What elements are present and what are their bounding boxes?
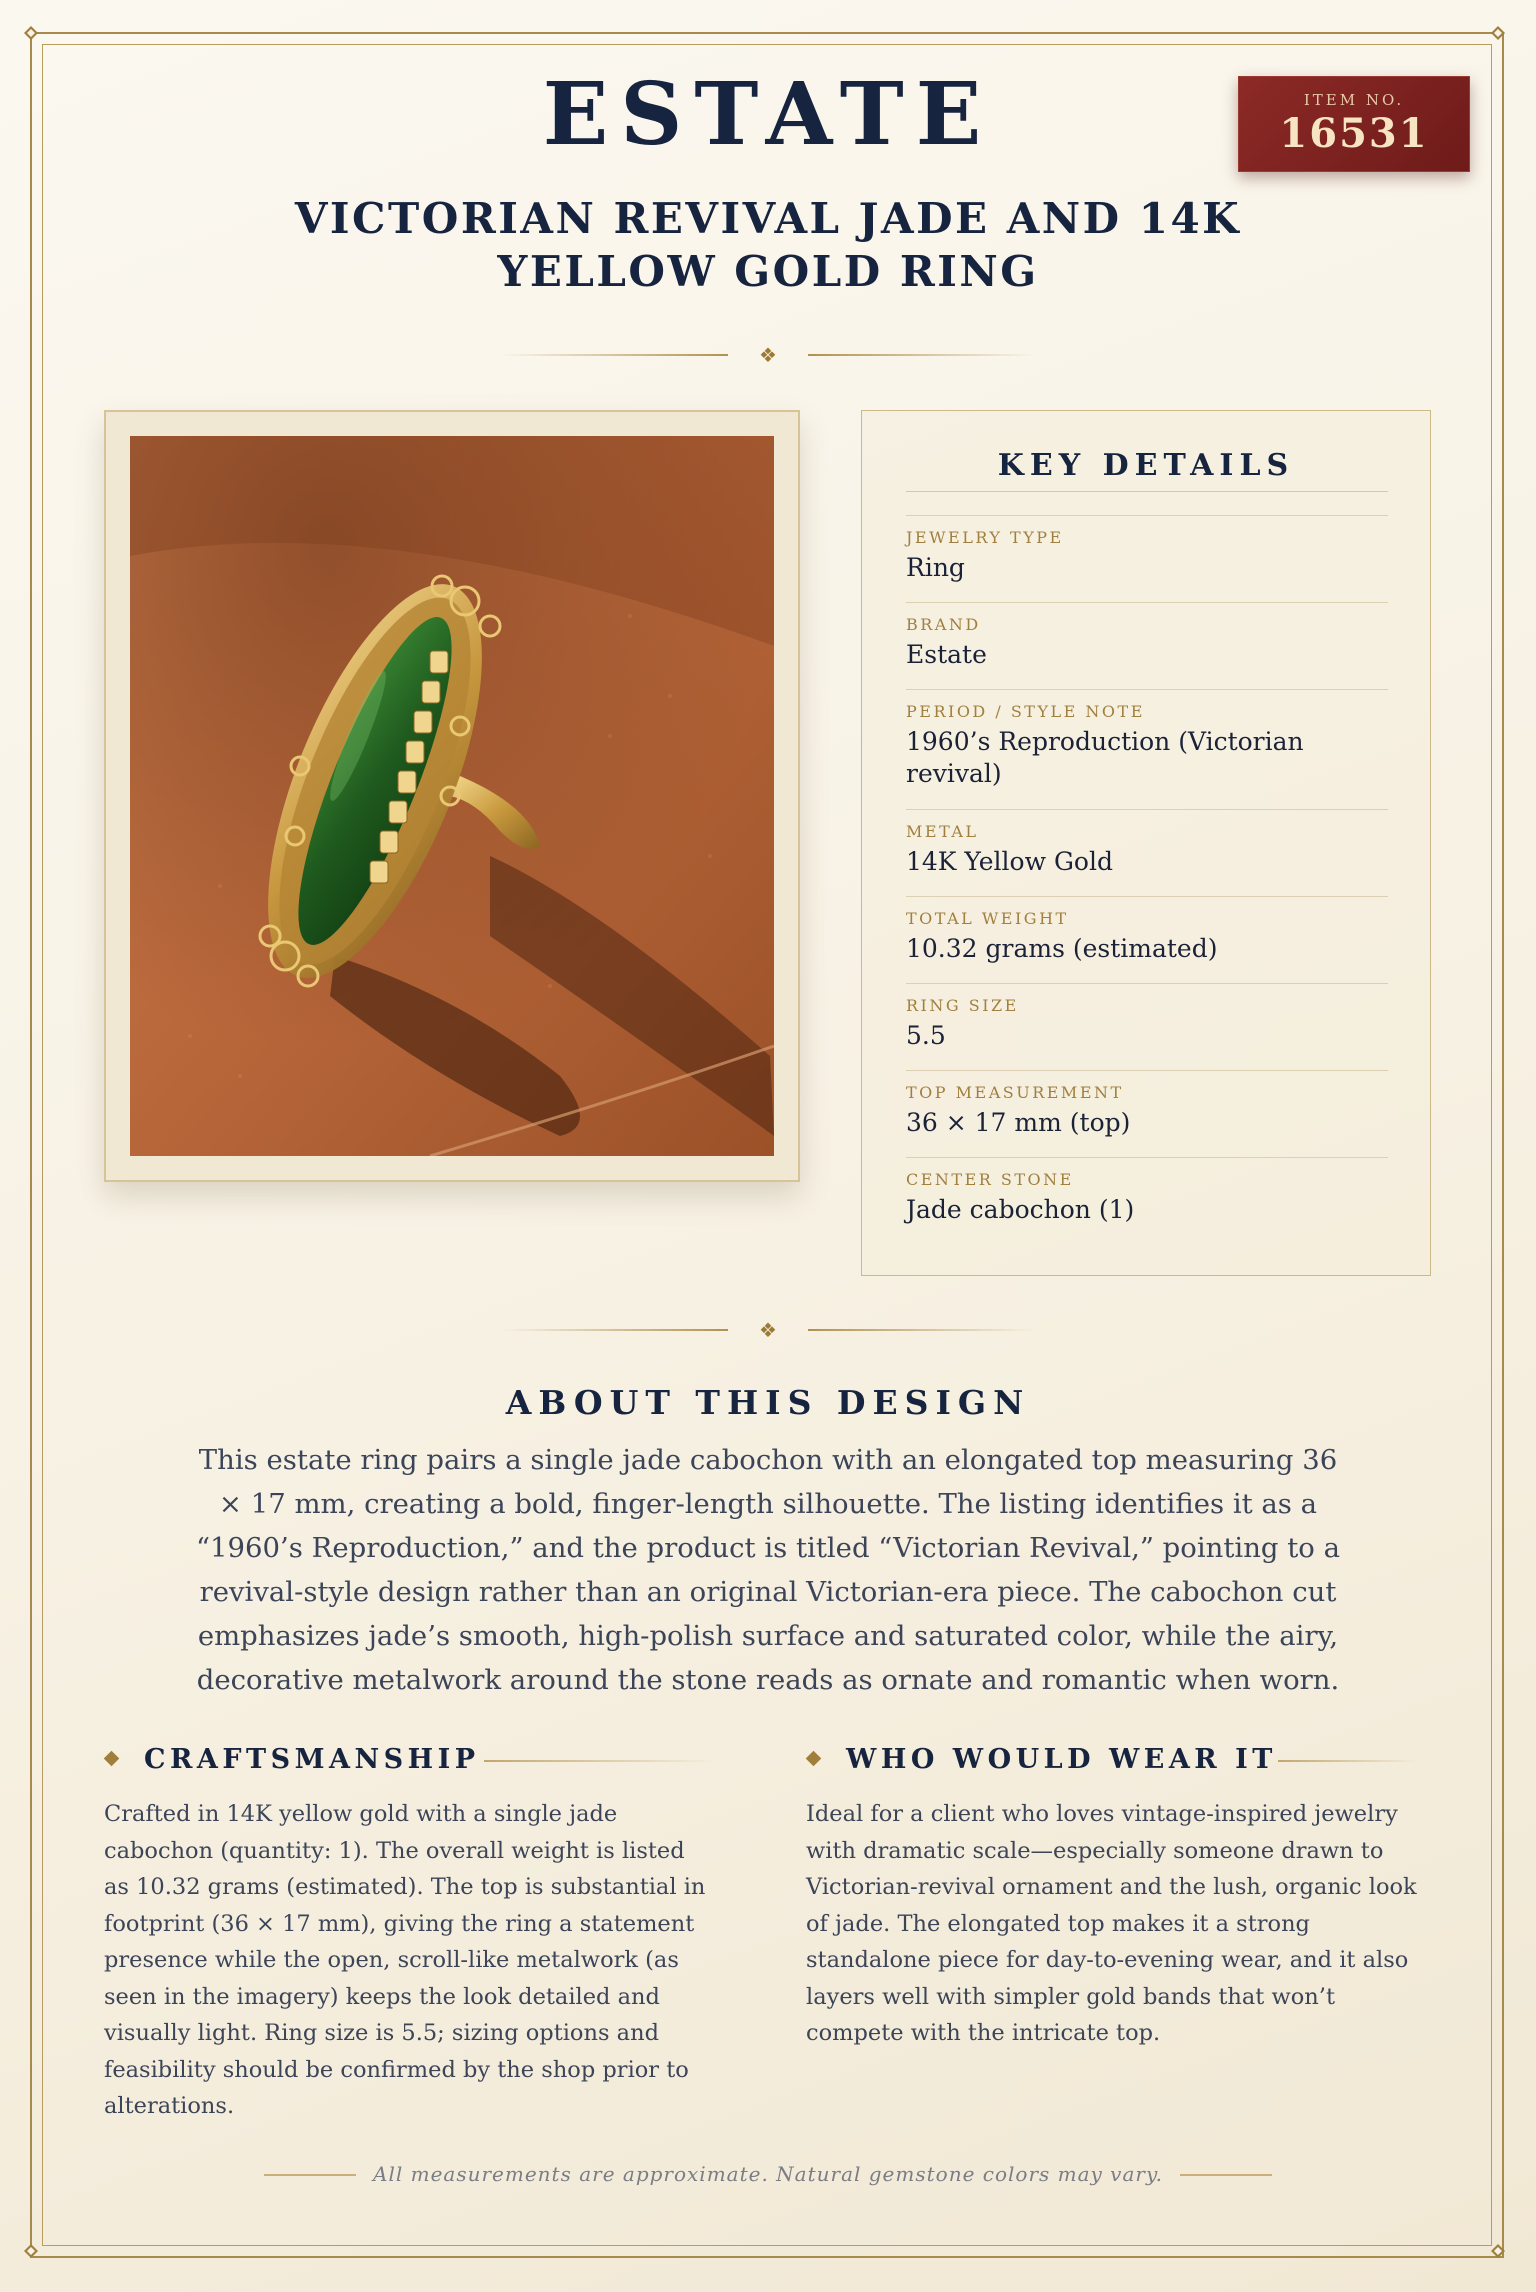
detail-row-top-measurement [906, 1070, 1388, 1137]
corner-ornament-icon [1491, 26, 1505, 40]
heading-rule [906, 491, 1388, 492]
detail-row-ring-size [906, 983, 1388, 1050]
section-divider [500, 1318, 1036, 1342]
footer-rule [1180, 2174, 1272, 2176]
item-number: 16531 [1279, 110, 1429, 157]
fleuron-icon: ❖ [759, 343, 777, 367]
item-number-label: ITEM NO. [1303, 91, 1405, 109]
detail-value: Jade cabochon (1) [906, 1195, 1135, 1224]
who-would-wear-body: Ideal for a client who loves vintage-inspired jewelry with dramatic scale—especially someone drawn to Victorian-revival ornament and the lush, organic look of jade. The elongated top makes it a strong standalone piece for day-to-evening wear, and it also layers well with simpler gold bands that won’t compete with the intricate top. [806, 1801, 1417, 2046]
heading-rule [1278, 1760, 1418, 1762]
heading-rule [484, 1760, 714, 1762]
diamond-bullet-icon [806, 1751, 822, 1767]
diamond-bullet-icon [104, 1751, 120, 1767]
detail-value: 5.5 [906, 1021, 946, 1050]
craftsmanship-heading: CRAFTSMANSHIP [144, 1744, 480, 1775]
about-body: This estate ring pairs a single jade cabochon with an elongated top measuring 36 × 17 mm, creating a bold, finger-length silhouette. The listing identifies it as a “1960’s Reproduction,” and the product is titled “Victorian Revival,” pointing to a revival-style design rather than an original Victorian-era piece. The cabochon cut emphasizes jade’s smooth, high-polish surface and saturated color, while the airy, decorative metalwork around the stone reads as ornate and romantic when worn. [196, 1444, 1340, 1696]
detail-value: Estate [906, 640, 987, 669]
detail-row-brand [906, 602, 1388, 669]
who-would-wear-header [806, 1746, 1418, 1778]
footer [0, 2160, 1536, 2188]
key-details-panel [861, 410, 1431, 1276]
about-heading: ABOUT THIS DESIGN [505, 1383, 1031, 1422]
detail-label: TOTAL WEIGHT [906, 909, 1069, 928]
detail-row-jewelry-type [906, 515, 1388, 582]
brand-name: ESTATE [542, 64, 994, 165]
craftsmanship-section [104, 1744, 716, 2119]
detail-row-metal [906, 809, 1388, 876]
detail-label: METAL [906, 822, 979, 841]
detail-value: 10.32 grams (estimated) [906, 934, 1218, 963]
detail-value: 36 × 17 mm (top) [906, 1108, 1131, 1137]
detail-row-period [906, 689, 1388, 788]
product-photo-frame [104, 410, 800, 1182]
corner-ornament-icon [1491, 2244, 1505, 2258]
key-details-heading: KEY DETAILS [997, 448, 1295, 483]
who-would-wear-section [806, 1744, 1418, 2046]
divider-line [808, 354, 1036, 356]
item-number-badge [1238, 76, 1470, 172]
who-would-wear-heading: WHO WOULD WEAR IT [846, 1744, 1277, 1775]
detail-label: RING SIZE [906, 996, 1019, 1015]
detail-value: 1960’s Reproduction (Victorian revival) [906, 727, 1304, 788]
detail-row-total-weight [906, 896, 1388, 963]
detail-row-center-stone [906, 1157, 1388, 1224]
divider-line [500, 1329, 728, 1331]
header-divider [500, 343, 1036, 367]
corner-ornament-icon [24, 26, 38, 40]
divider-line [500, 354, 728, 356]
fleuron-icon: ❖ [759, 1318, 777, 1342]
footer-rule [264, 2174, 356, 2176]
detail-label: JEWELRY TYPE [906, 528, 1064, 547]
detail-label: TOP MEASUREMENT [906, 1083, 1124, 1102]
ring-illustration [130, 436, 774, 1156]
detail-label: PERIOD / STYLE NOTE [906, 702, 1145, 721]
product-photo [130, 436, 774, 1156]
divider-line [808, 1329, 1036, 1331]
detail-label: BRAND [906, 615, 981, 634]
craftsmanship-header [104, 1746, 716, 1778]
craftsmanship-body: Crafted in 14K yellow gold with a single jade cabochon (quantity: 1). The overall weight is listed as 10.32 grams (estimated). The top is substantial in footprint (36 × 17 mm), giving the ring a statement presence while the open, scroll-like metalwork (as seen in the imagery) keeps the look detailed and visually light. Ring size is 5.5; sizing options and feasibility should be confirmed by the shop prior to alterations. [104, 1801, 706, 2119]
corner-ornament-icon [24, 2244, 38, 2258]
detail-label: CENTER STONE [906, 1170, 1074, 1189]
product-title: VICTORIAN REVIVAL JADE AND 14K YELLOW GOLD RING [294, 194, 1242, 296]
detail-value: 14K Yellow Gold [906, 847, 1113, 876]
footer-note: All measurements are approximate. Natural gemstone colors may vary. [373, 2162, 1163, 2186]
detail-value: Ring [906, 553, 965, 582]
